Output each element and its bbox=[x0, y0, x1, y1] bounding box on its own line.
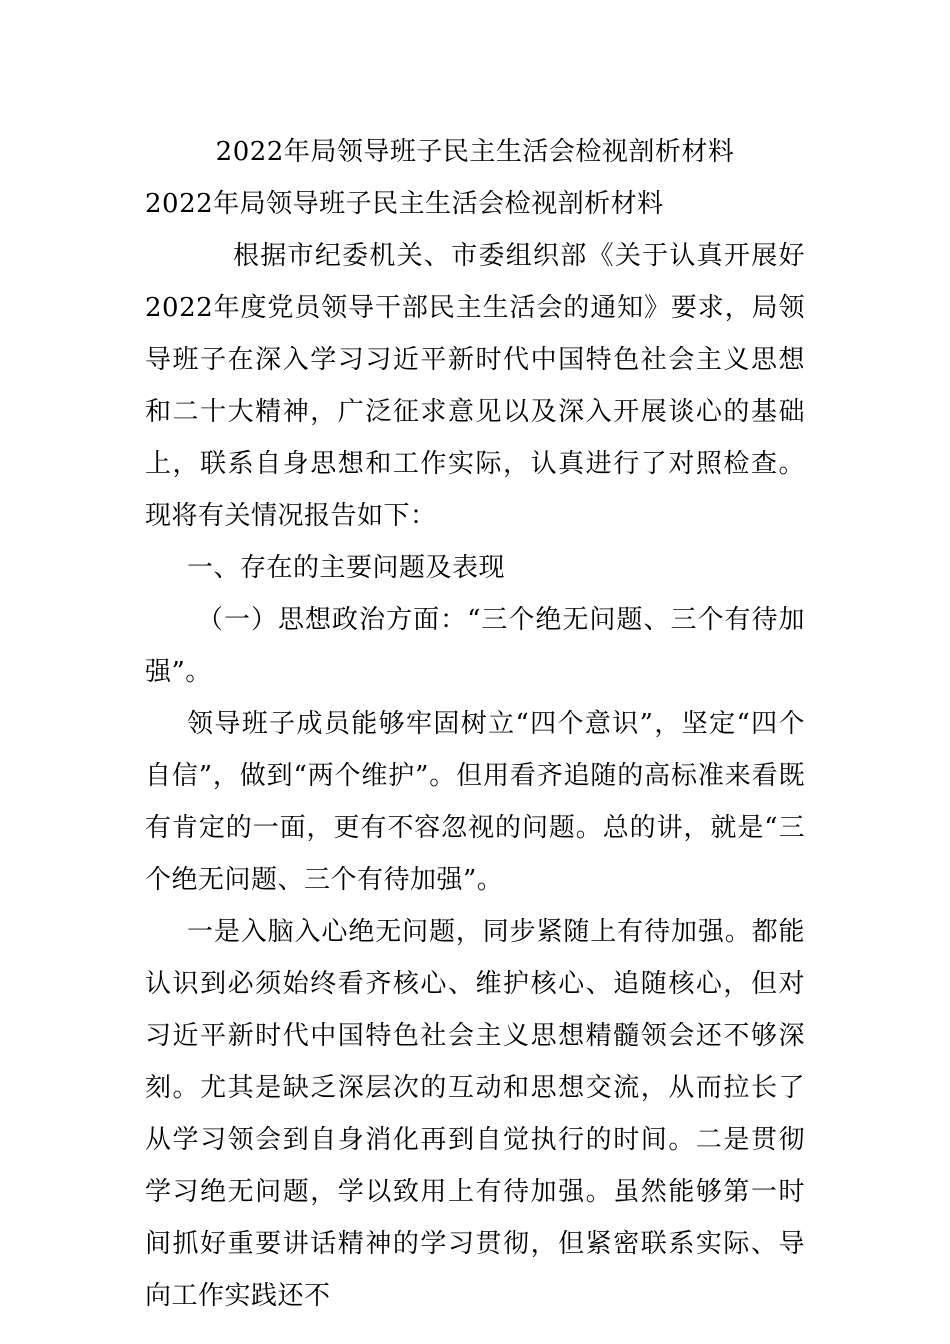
section-heading-1: 一、存在的主要问题及表现 bbox=[187, 553, 506, 583]
document-body bbox=[145, 178, 805, 1322]
subsection-heading-1: （一）思想政治方面：“三个绝无问题、三个有待加强”。 bbox=[145, 605, 805, 687]
paragraph-summary: 领导班子成员能够牢固树立“四个意识”，坚定“四个自信”，做到“两个维护”。但用看齐追随的高标准来看既有肯定的一面，更有不容忽视的问题。总的讲，就是“三个绝无问题、三个有待加强”。 bbox=[145, 709, 805, 895]
paragraph-intro: 根据市纪委机关、市委组织部《关于认真开展好2022年度党员领导干部民主生活会的通知》要求，局领导班子在深入学习习近平新时代中国特色社会主义思想和二十大精神，广泛征求意见以及深入开展谈心的基础上，联系自身思想和工作实际，认真进行了对照检查。现将有关情况报告如下： bbox=[145, 241, 805, 531]
document-title: 2022年局领导班子民主生活会检视剖析材料 bbox=[215, 137, 735, 167]
document-subtitle: 2022年局领导班子民主生活会检视剖析材料 bbox=[145, 189, 664, 219]
paragraph-details: 一是入脑入心绝无问题，同步紧随上有待加强。都能认识到必须始终看齐核心、维护核心、追随核心，但对习近平新时代中国特色社会主义思想精髓领会还不够深刻。尤其是缺乏深层次的互动和思想交流，从而拉长了从学习领会到自身消化再到自觉执行的时间。二是贯彻学习绝无问题，学以致用上有待加强。虽然能够第一时间抓好重要讲话精神的学习贯彻，但紧密联系实际、导向工作实践还不 bbox=[145, 917, 805, 1311]
